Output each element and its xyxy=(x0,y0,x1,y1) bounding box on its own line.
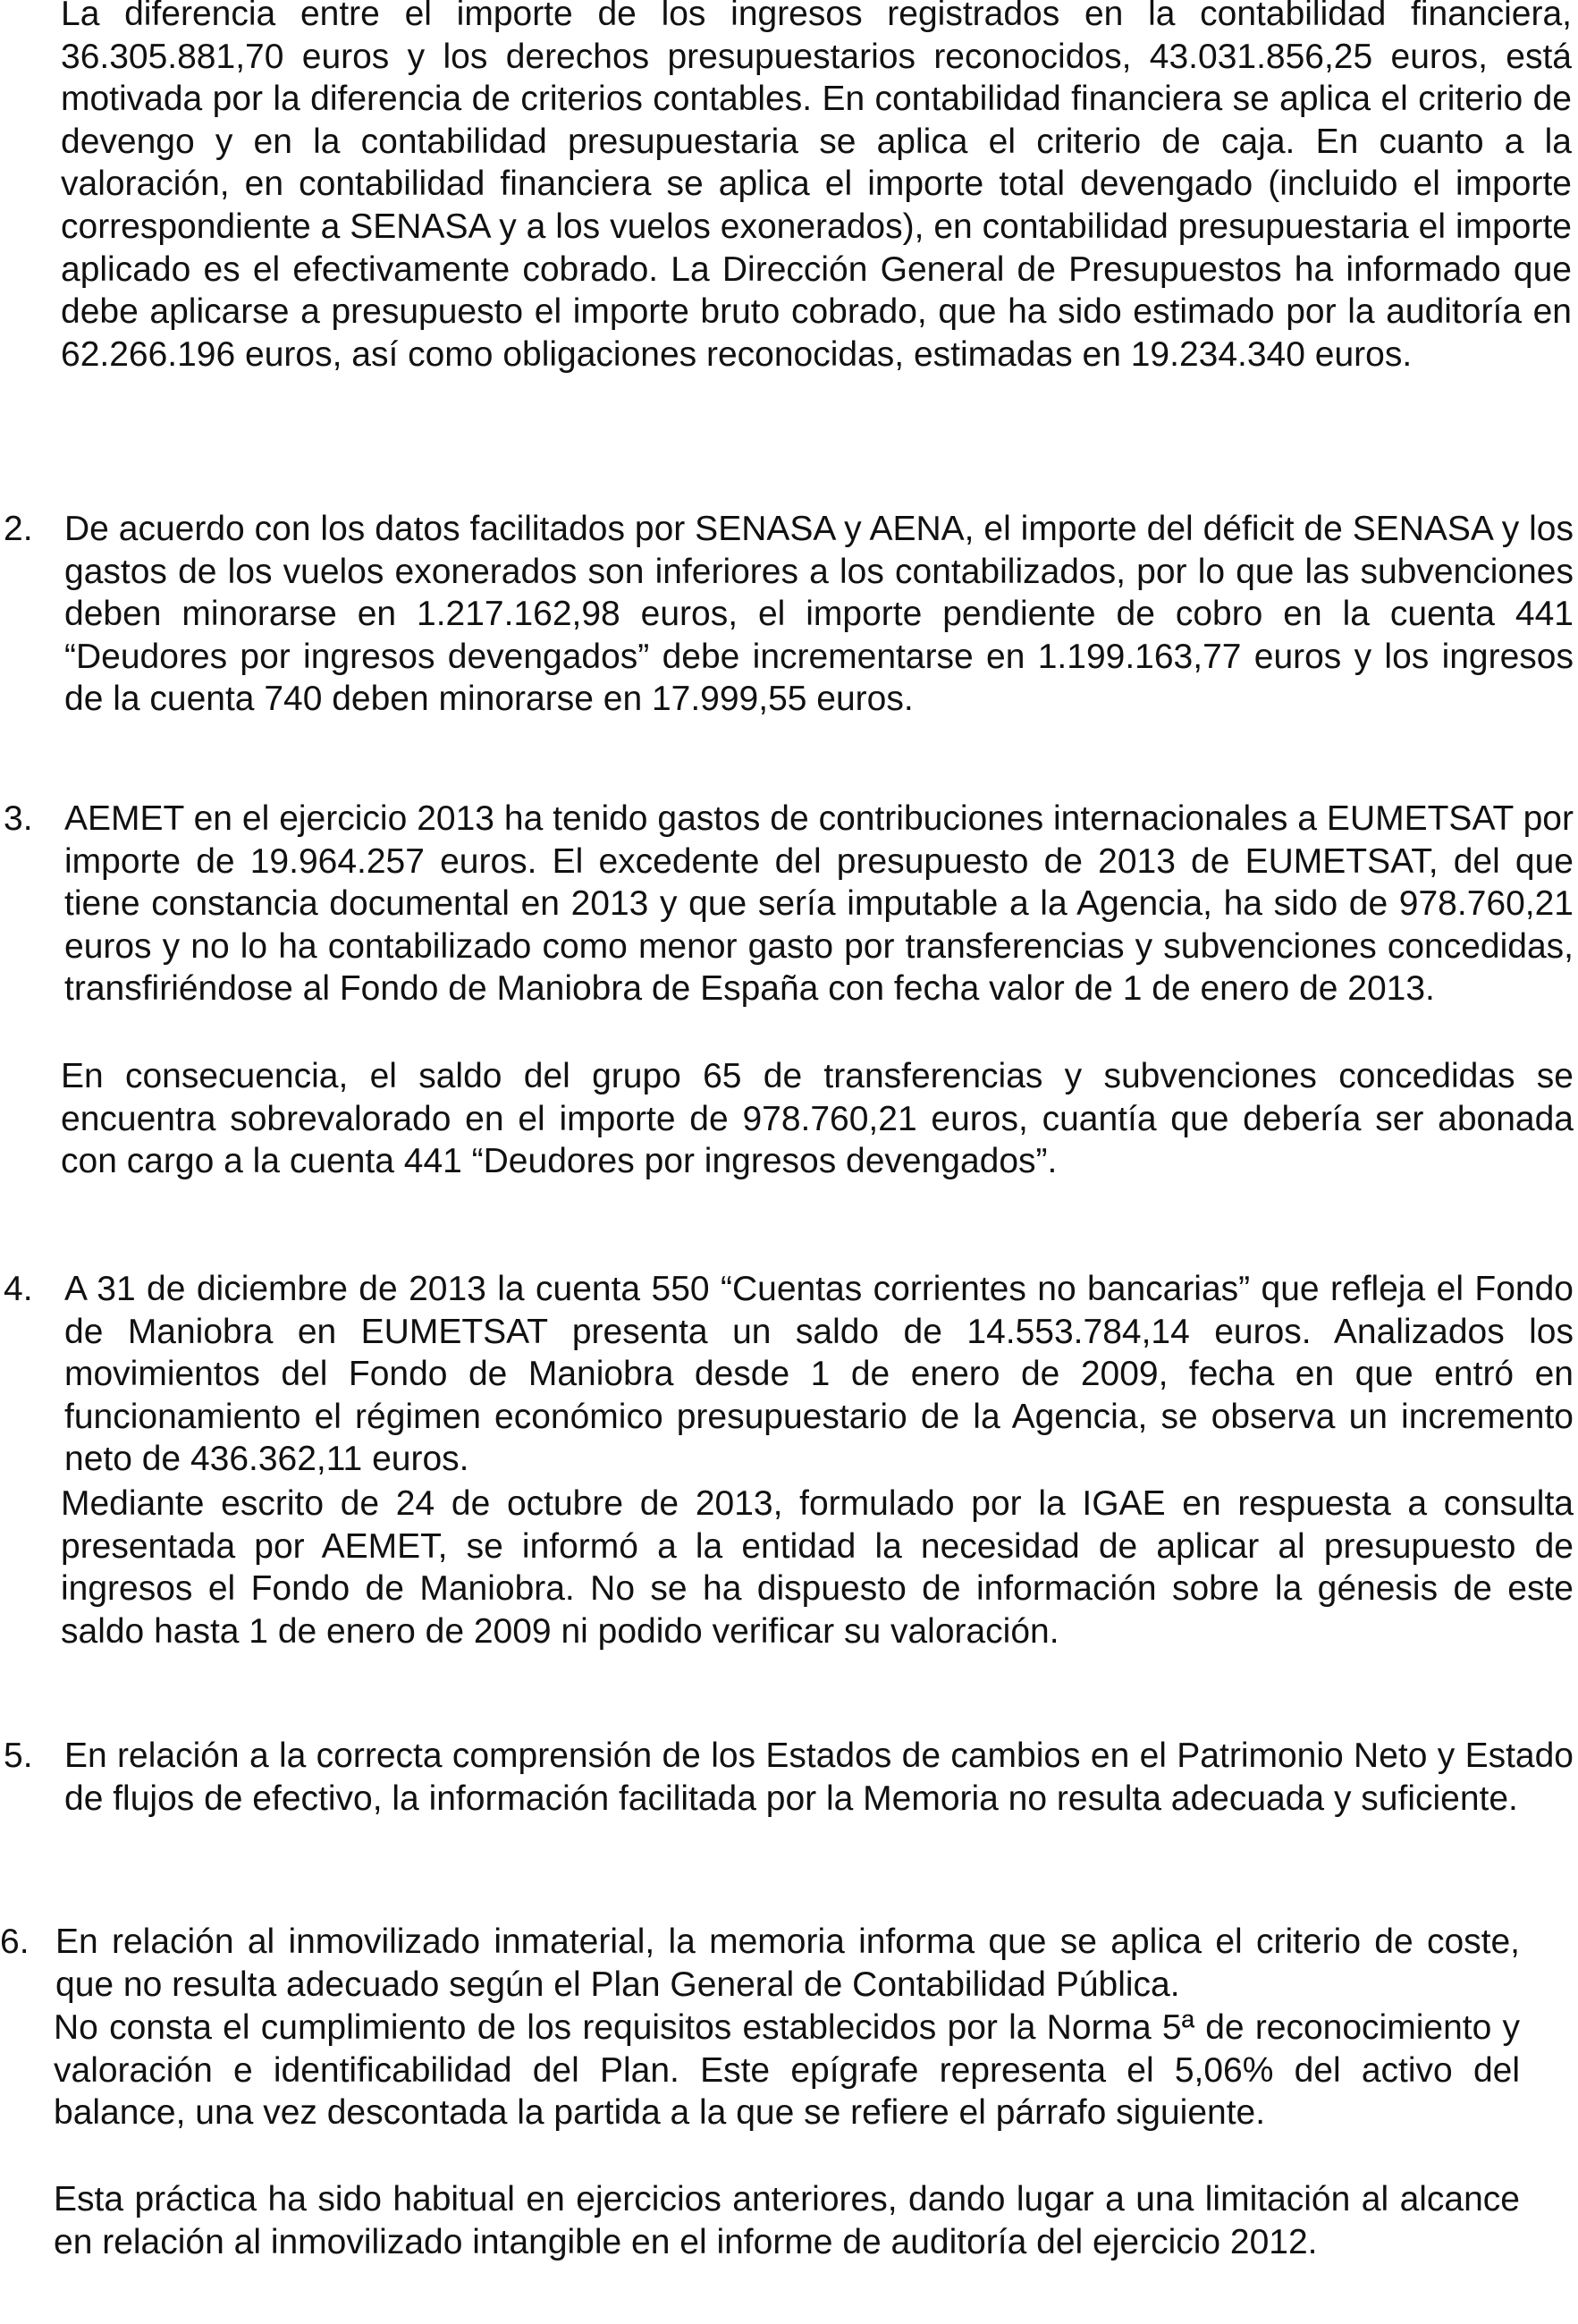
item-2-paragraph-1: De acuerdo con los datos facilitados por SENASA y AENA, el importe del déficit de SENASA y los gastos de los vuelos exonerados son inferiores a los contabilizados, por lo que las subvenciones deben minorarse en 1.217.162,98 euros, el importe pendiente de cobro en la cuenta 441 “Deudores por ingresos devengados” debe incrementarse en 1.199.163,77 euros y los ingresos de la cuenta 740 deben minorarse en 17.999,55 euros. xyxy=(64,510,1574,719)
item-4-paragraph-1: A 31 de diciembre de 2013 la cuenta 550 “Cuentas corrientes no bancarias” que refleja el Fondo de Maniobra en EUMETSAT presenta un saldo de 14.553.784,14 euros. Analizados los movimientos del Fondo de Maniobra desde 1 de enero de 2009, fecha en que entró en funcionamiento el régimen económico presupuestario de la Agencia, se observa un incremento neto de 436.362,11 euros. xyxy=(64,1270,1574,1479)
item-3-paragraph-2: En consecuencia, el saldo del grupo 65 de transferencias y subvenciones concedidas se encuentra sobrevalorado en el importe de 978.760,21 euros, cuantía que debería ser abonada con cargo a la cuenta 441 “Deudores por ingresos devengados”. xyxy=(61,1057,1574,1181)
item-6-paragraph-1: En relación al inmovilizado inmaterial, la memoria informa que se aplica el criterio de coste, que no resulta adecuado según el Plan General de Contabilidad Pública. xyxy=(55,1923,1520,2004)
item-5-number: 5. xyxy=(4,1737,33,1775)
item-5-paragraph-1: En relación a la correcta comprensión de los Estados de cambios en el Patrimonio Neto y Estado de flujos de efectivo, la información facilitada por la Memoria no resulta adecuada y suficiente. xyxy=(64,1737,1574,1818)
item-3-paragraph-1: AEMET en el ejercicio 2013 ha tenido gastos de contribuciones internacionales a EUMETSAT por importe de 19.964.257 euros. El excedente del presupuesto de 2013 de EUMETSAT, del que tiene constancia documental en 2013 y que sería imputable a la Agencia, ha sido de 978.760,21 euros y no lo ha contabilizado como menor gasto por transferencias y subvenciones concedidas, transfiriéndose al Fondo de Maniobra de España con fecha valor de 1 de enero de 2013. xyxy=(64,799,1574,1009)
item-4-paragraph-2: Mediante escrito de 24 de octubre de 2013, formulado por la IGAE en respuesta a consulta presentada por AEMET, se informó a la entidad la necesidad de aplicar al presupuesto de ingresos el Fondo de Maniobra. No se ha dispuesto de información sobre la génesis de este saldo hasta 1 de enero de 2009 ni podido verificar su valoración. xyxy=(61,1484,1574,1651)
item-6-number: 6. xyxy=(0,1923,30,1961)
item-2-number: 2. xyxy=(4,510,33,548)
intro-paragraph: La diferencia entre el importe de los ingresos registrados en la contabilidad financiera, 36.305.881,70 euros y los derechos presupuestarios reconocidos, 43.031.856,25 euros, está motivada por la diferencia de criterios contables. En contabilidad financiera se aplica el criterio de devengo y en la contabilidad presupuestaria se aplica el criterio de caja. En cuanto a la valoración, en contabilidad financiera se aplica el importe total devengado (incluido el importe correspondiente a SENASA y a los vuelos exonerados), en contabilidad presupuestaria el importe aplicado es el efectivamente cobrado. La Dirección General de Presupuestos ha informado que debe aplicarse a presupuesto el importe bruto cobrado, que ha sido estimado por la auditoría en 62.266.196 euros, así como obligaciones reconocidas, estimadas en 19.234.340 euros. xyxy=(61,0,1572,374)
item-3-number: 3. xyxy=(4,799,33,838)
item-6-paragraph-3: Esta práctica ha sido habitual en ejercicios anteriores, dando lugar a una limitación al alcance en relación al inmovilizado intangible en el informe de auditoría del ejercicio 2012. xyxy=(54,2180,1520,2261)
item-6-paragraph-2: No consta el cumplimiento de los requisitos establecidos por la Norma 5ª de reconocimiento y valoración e identificabilidad del Plan. Este epígrafe representa el 5,06% del activo del balance, una vez descontada la partida a la que se refiere el párrafo siguiente. xyxy=(54,2008,1520,2133)
item-4-number: 4. xyxy=(4,1270,33,1308)
